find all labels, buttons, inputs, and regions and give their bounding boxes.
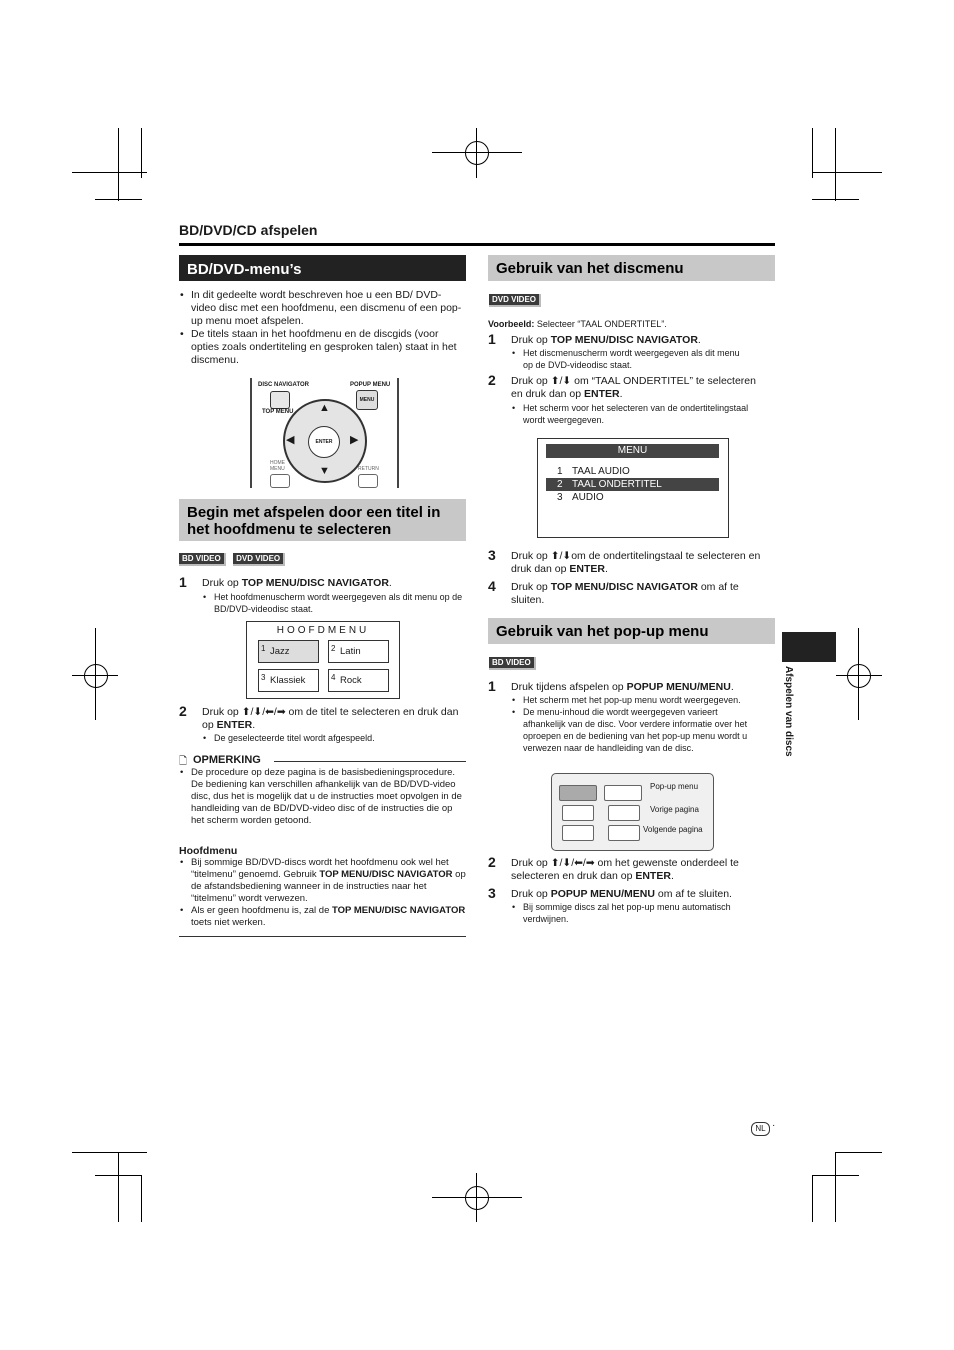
disc-step-2-text: Druk op ⬆/⬇ om “TAAL ONDERTITEL” te selecteren en druk dan op ENTER. xyxy=(511,375,756,400)
note-rule xyxy=(274,761,466,762)
home-menu-label: HOME MENU xyxy=(270,460,285,472)
popup-menu-screen xyxy=(551,773,714,851)
registration-mark xyxy=(84,664,108,688)
step-number: 2 xyxy=(488,854,496,870)
popup-item xyxy=(562,805,594,821)
disc-menu-item: 1 TAAL AUDIO xyxy=(557,466,630,477)
popup-menu-label: POPUP MENU xyxy=(350,382,391,388)
badge-dvd-video: DVD VIDEO xyxy=(233,553,285,566)
arrow-up-icon: ▲ xyxy=(319,402,330,414)
disc-menu-title: MENU xyxy=(546,444,719,458)
step-number: 2 xyxy=(488,372,496,388)
hoofdmenu-bullet: • Bij sommige BD/DVD-discs wordt het hoofdmenu ook wel het “titelmenu” genoemd. Gebruik TOP MENU/DISC NAVIGATOR op de afstandsbediening wanneer in de instructies naar het “titelmenu” wordt verwezen. xyxy=(191,857,466,905)
popup-step-2-text: Druk op ⬆/⬇/⬅/➡ om het gewenste onderdeel te selecteren en druk dan op ENTER. xyxy=(511,857,739,882)
step-number: 4 xyxy=(488,578,496,594)
registration-mark xyxy=(465,141,489,165)
intro-bullet: • De titels staan in het hoofdmenu en de discgids (voor opties zoals ondertiteling en gesproken talen) staat in het discmenu. xyxy=(191,328,466,367)
disc-step-2-bullet: • Het scherm voor het selecteren van de ondertitelingstaal wordt weergegeven. xyxy=(523,402,751,426)
popup-item xyxy=(604,785,642,801)
arrow-right-icon: ▶ xyxy=(350,434,359,446)
badge-bd-video: BD VIDEO xyxy=(179,553,226,566)
return-button xyxy=(358,474,378,488)
badge-bd-video: BD VIDEO xyxy=(489,657,536,670)
disc-menu-screen xyxy=(537,438,729,538)
menu-item: 2 Latin xyxy=(328,640,389,663)
disc-step-4-text: Druk op TOP MENU/DISC NAVIGATOR om af te sluiten. xyxy=(511,581,739,606)
intro-list xyxy=(179,289,466,367)
step-number: 1 xyxy=(179,574,187,590)
crop-mark xyxy=(141,1175,142,1222)
popup-label: Pop-up menu xyxy=(650,782,699,791)
disc-step-3-text: Druk op ⬆/⬇om de ondertitelingstaal te selecteren en druk dan op ENTER. xyxy=(511,550,761,575)
enter-button: ENTER xyxy=(308,426,340,458)
registration-mark xyxy=(465,1186,489,1210)
example-line: Voorbeeld: Selecteer “TAAL ONDERTITEL”. xyxy=(488,319,667,329)
note-header xyxy=(179,754,466,768)
step-1-bullets xyxy=(202,591,466,615)
top-menu-label: TOP MENU xyxy=(262,409,294,415)
step-number: 1 xyxy=(488,331,496,347)
crop-mark xyxy=(95,1175,142,1176)
crop-mark xyxy=(812,1175,813,1222)
remote-illustration xyxy=(250,378,399,488)
top-menu-button xyxy=(270,391,290,409)
hoofdmenu-bullet: • Als er geen hoofdmenu is, zal de TOP MENU/DISC NAVIGATOR toets niet werken. xyxy=(191,905,466,929)
step-2-text: Druk op ⬆/⬇/⬅/➡ om de titel te selecteren en druk dan op ENTER. xyxy=(202,706,459,731)
section-title-hoofdmenu: Begin met afspelen door een titel in het hoofdmenu te selecteren xyxy=(179,499,466,541)
page-dot: · xyxy=(772,1120,776,1131)
disc-navigator-label: DISC NAVIGATOR xyxy=(258,382,310,388)
note-list xyxy=(179,767,466,827)
menu-item: 4 Rock xyxy=(328,669,389,692)
step-2-bullets xyxy=(202,732,466,744)
hoofdmenu-screen xyxy=(246,621,400,699)
menu-item: 3 Klassiek xyxy=(258,669,319,692)
crop-mark xyxy=(72,1152,147,1153)
step-2-bullet: • De geselecteerde titel wordt afgespeeld. xyxy=(214,732,466,744)
chapter-tab-label: Afspelen van discs xyxy=(783,666,794,757)
menu-button: MENU xyxy=(356,390,378,410)
section-label: BD/DVD/CD afspelen xyxy=(179,222,318,238)
crop-mark xyxy=(812,1175,859,1176)
badge-row xyxy=(489,289,541,307)
step-1-text: Druk op TOP MENU/DISC NAVIGATOR. xyxy=(202,577,392,589)
popup-step-1-bullet: • Het scherm met het pop-up menu wordt weergegeven. xyxy=(523,694,761,706)
badge-row xyxy=(179,548,285,566)
popup-label: Vorige pagina xyxy=(650,805,699,814)
intro-bullet: • In dit gedeelte wordt beschreven hoe u een BD/ DVD-video disc met een hoofdmenu, een discmenu of een pop-up menu moet afspelen. xyxy=(191,289,466,328)
disc-step-1-text: Druk op TOP MENU/DISC NAVIGATOR. xyxy=(511,334,701,346)
popup-item xyxy=(608,825,640,841)
popup-label: Volgende pagina xyxy=(643,825,703,834)
step-number: 2 xyxy=(179,703,187,719)
section-title-discmenu: Gebruik van het discmenu xyxy=(488,255,775,281)
disc-step-1-bullets xyxy=(511,347,751,371)
hoofdmenu-subhead: Hoofdmenu xyxy=(179,845,238,857)
step-number: 1 xyxy=(488,678,496,694)
note-title: OPMERKING xyxy=(193,754,261,766)
popup-item xyxy=(608,805,640,821)
popup-step-1-bullets xyxy=(511,694,761,754)
crop-mark xyxy=(835,128,836,201)
hoofdmenu-notes xyxy=(179,857,466,929)
arrow-down-icon: ▼ xyxy=(319,465,330,477)
popup-item-selected xyxy=(559,785,597,801)
note-bottom-rule xyxy=(179,936,466,937)
crop-mark xyxy=(812,172,882,173)
crop-mark xyxy=(118,128,119,201)
crop-mark xyxy=(118,1152,119,1222)
popup-step-3-bullets xyxy=(511,901,775,925)
step-number: 3 xyxy=(488,885,496,901)
badge-row xyxy=(489,652,536,670)
header-rule xyxy=(179,243,775,246)
crop-mark xyxy=(72,172,147,173)
crop-mark xyxy=(812,199,859,200)
chapter-tab xyxy=(782,632,836,662)
hoofdmenu-title: HOOFDMENU xyxy=(276,625,370,636)
popup-item xyxy=(562,825,594,841)
registration-mark xyxy=(847,664,871,688)
language-badge: NL xyxy=(751,1122,770,1136)
popup-step-3-text: Druk op POPUP MENU/MENU om af te sluiten. xyxy=(511,888,732,900)
popup-step-1-bullet: • De menu-inhoud die wordt weergegeven varieert afhankelijk van de disc. Voor verdere informatie over het oproepen en de bediening van het pop-up menu wordt u verwezen naar de handleiding van de disc. xyxy=(523,706,761,754)
step-1-bullet: • Het hoofdmenuscherm wordt weergegeven als dit menu op de BD/DVD-videodisc staat. xyxy=(214,591,466,615)
crop-mark xyxy=(95,199,142,200)
popup-step-1-text: Druk tijdens afspelen op POPUP MENU/MENU. xyxy=(511,681,734,693)
crop-mark xyxy=(812,128,813,178)
arrow-left-icon: ◀ xyxy=(286,434,295,446)
disc-step-1-bullet: • Het discmenuscherm wordt weergegeven als dit menu op de DVD-videodisc staat. xyxy=(523,347,751,371)
return-label: RETURN xyxy=(358,466,379,472)
note-icon: 🗋 xyxy=(179,756,188,767)
crop-mark xyxy=(141,128,142,178)
home-menu-button xyxy=(270,474,290,488)
crop-mark xyxy=(835,1152,836,1222)
step-number: 3 xyxy=(488,547,496,563)
disc-step-2-bullets xyxy=(511,402,751,426)
crop-mark xyxy=(835,1152,882,1153)
badge-dvd-video: DVD VIDEO xyxy=(489,294,541,307)
disc-menu-item-selected: 2 TAAL ONDERTITEL xyxy=(546,478,719,491)
disc-menu-item: 3 AUDIO xyxy=(557,492,604,503)
page-title: BD/DVD-menu’s xyxy=(179,255,466,281)
popup-step-3-bullet: • Bij sommige discs zal het pop-up menu automatisch verdwijnen. xyxy=(523,901,775,925)
menu-item: 1 Jazz xyxy=(258,640,319,663)
section-title-popup: Gebruik van het pop-up menu xyxy=(488,618,775,644)
note-bullet: • De procedure op deze pagina is de basisbedieningsprocedure. De bediening kan verschillen afhankelijk van de BD/DVD-video disc, dus het is mogelijk dat u de instructies moet opvolgen in de handleiding van de BD/DVD-video disc of de instructies die op het scherm worden getoond. xyxy=(191,767,466,827)
